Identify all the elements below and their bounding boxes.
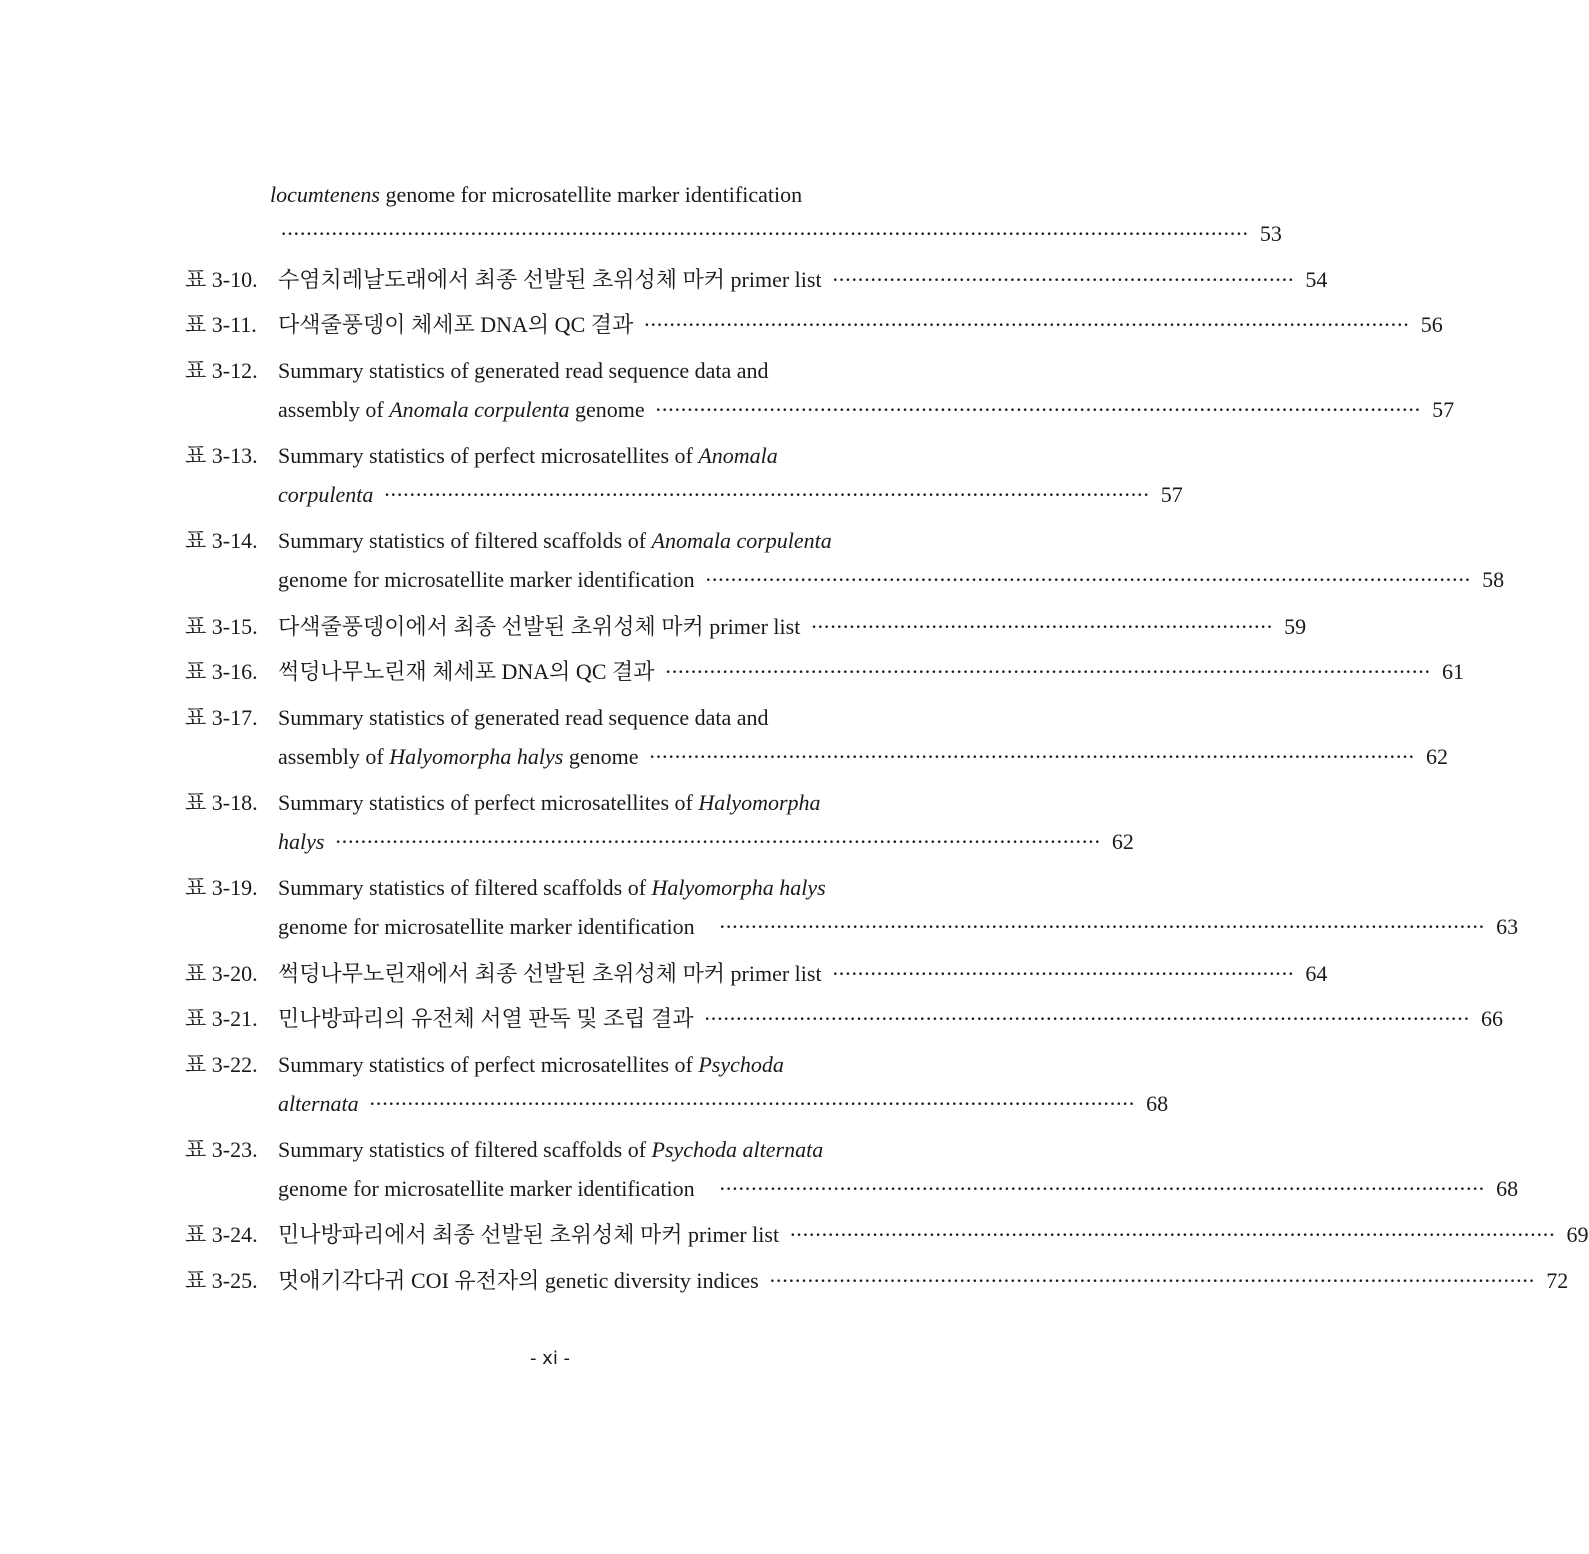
page-number: 62 (1425, 744, 1448, 769)
species-name: Halyomorpha (698, 790, 821, 815)
entry-label: 표 3-24. (185, 1222, 258, 1247)
dot-leader: ························································································································· (383, 482, 1149, 507)
entry-text: 썩덩나무노린재 체세포 DNA의 QC 결과 (278, 659, 655, 684)
toc-entry[interactable] (185, 1135, 918, 1165)
entry-text: Summary statistics of perfect microsatellites of Halyomorpha (278, 790, 821, 815)
toc-entry[interactable] (185, 1266, 1569, 1296)
dot-leader: ························································································································· (648, 744, 1414, 769)
entry-label: 표 3-13. (185, 443, 258, 468)
entry-text: 멋애기각다귀 COI 유전자의 genetic diversity indices (278, 1268, 759, 1293)
entry-text: Summary statistics of filtered scaffolds of Anomala corpulenta (278, 528, 832, 553)
entry-text: 썩덩나무노린재에서 최종 선발된 초위성체 마커 primer list (278, 961, 822, 986)
page-number: 69 (1566, 1222, 1589, 1247)
entry-label: 표 3-12. (185, 358, 258, 383)
entry-text: assembly of Halyomorpha halys genome (278, 744, 639, 769)
dot-leader: ························································································································································· (280, 221, 1248, 246)
page-number: 63 (1496, 914, 1519, 939)
toc-entry[interactable] (185, 873, 918, 903)
page-number: 59 (1284, 614, 1307, 639)
dot-leader: ························································································································· (718, 914, 1485, 939)
entry-text: genome for microsatellite marker identification (278, 914, 695, 939)
dot-leader: ························································································································· (368, 1091, 1135, 1116)
species-name: Psychoda (698, 1052, 784, 1077)
toc-entry-continuation (278, 827, 1134, 857)
entry-label: 표 3-14. (185, 528, 258, 553)
species-name: corpulenta (278, 482, 374, 507)
entry-label: 표 3-10. (185, 267, 258, 292)
entry-label: 표 3-18. (185, 790, 258, 815)
species-name: locumtenens (270, 182, 380, 207)
entry-label: 표 3-11. (185, 312, 257, 337)
page-number: 64 (1305, 961, 1328, 986)
page-number: 68 (1146, 1091, 1169, 1116)
page-number: 62 (1111, 829, 1134, 854)
entry-text: 다색줄풍뎅이 체세포 DNA의 QC 결과 (278, 312, 634, 337)
toc-entry[interactable] (185, 356, 918, 386)
entry-label: 표 3-20. (185, 961, 258, 986)
toc-entry[interactable] (185, 1050, 918, 1080)
entry-text: assembly of Anomala corpulenta genome (278, 397, 645, 422)
entry-text (278, 827, 324, 857)
entry-label: 표 3-25. (185, 1268, 258, 1293)
dot-leader: ························································································································· (789, 1222, 1555, 1247)
dot-leader: ························································································································· (664, 659, 1430, 684)
species-name: Halyomorpha halys (651, 875, 826, 900)
toc-entry-continuation (278, 742, 1448, 772)
species-name: Anomala corpulenta (389, 397, 570, 422)
toc-entry-continuation (278, 395, 1455, 425)
entry-text: 수염치레날도래에서 최종 선발된 초위성체 마커 primer list (278, 267, 822, 292)
species-name: halys (278, 829, 325, 854)
entry-label: 표 3-23. (185, 1137, 258, 1162)
toc-entry[interactable] (185, 1004, 1504, 1034)
toc-entry[interactable] (185, 310, 1443, 340)
page-number: 61 (1441, 659, 1464, 684)
page-number: 53 (1259, 221, 1282, 246)
toc-entry-leader (280, 219, 1282, 249)
dot-leader: ········································································· (831, 961, 1294, 986)
entry-text: Summary statistics of generated read sequence data and (278, 358, 769, 383)
entry-text: Summary statistics of filtered scaffolds of Psychoda alternata (278, 1137, 824, 1162)
entry-label: 표 3-15. (185, 614, 258, 639)
dot-leader: ························································································································· (704, 567, 1471, 592)
page-number: 57 (1432, 397, 1455, 422)
entry-text (278, 1089, 359, 1119)
species-name: Psychoda alternata (651, 1137, 824, 1162)
entry-text: Summary statistics of filtered scaffolds of Halyomorpha halys (278, 875, 826, 900)
dot-leader: ························································································································· (654, 397, 1421, 422)
entry-text (278, 480, 373, 510)
toc-entry[interactable] (185, 1220, 1589, 1250)
dot-leader: ························································································································· (718, 1176, 1485, 1201)
toc-entry[interactable] (185, 959, 1328, 989)
species-name: Halyomorpha halys (389, 744, 564, 769)
toc-entry[interactable] (185, 612, 1307, 642)
species-name: Anomala (698, 443, 778, 468)
page-number: 54 (1305, 267, 1328, 292)
entry-label: 표 3-21. (185, 1006, 258, 1031)
page-number: 72 (1546, 1268, 1569, 1293)
species-name: Anomala corpulenta (651, 528, 832, 553)
toc-entry-continuation (278, 565, 1505, 595)
entry-text: 민나방파리에서 최종 선발된 초위성체 마커 primer list (278, 1222, 780, 1247)
toc-entry[interactable] (185, 657, 1464, 687)
toc-entry-continuation (278, 912, 1519, 942)
page-number: 56 (1420, 312, 1443, 337)
dot-leader: ························································································································· (703, 1006, 1470, 1031)
entry-text: Summary statistics of generated read sequence data and (278, 705, 769, 730)
entry-label: 표 3-22. (185, 1052, 258, 1077)
page-number: 68 (1496, 1176, 1519, 1201)
species-name: alternata (278, 1091, 359, 1116)
toc-entry-continuation (278, 480, 1183, 510)
entry-text (270, 180, 802, 210)
entry-label: 표 3-19. (185, 875, 258, 900)
entry-text: 다색줄풍뎅이에서 최종 선발된 초위성체 마커 primer list (278, 614, 801, 639)
toc-entry[interactable] (185, 703, 918, 733)
toc-entry[interactable] (185, 526, 918, 556)
toc-entry-continuation (278, 1089, 1169, 1119)
entry-suffix: genome for microsatellite marker identification (379, 182, 803, 207)
entry-text: genome for microsatellite marker identification (278, 567, 695, 592)
entry-label: 표 3-17. (185, 705, 258, 730)
page-number: 57 (1160, 482, 1183, 507)
toc-entry-continuation (270, 180, 920, 210)
toc-entry[interactable] (185, 788, 918, 818)
dot-leader: ························································································································· (768, 1268, 1535, 1293)
toc-entry[interactable] (185, 441, 918, 471)
entry-text: Summary statistics of perfect microsatellites of Anomala (278, 443, 778, 468)
dot-leader: ························································································································· (643, 312, 1409, 337)
page-footer-number: - xi - (529, 1348, 571, 1369)
page-number: 66 (1481, 1006, 1504, 1031)
toc-entry[interactable] (185, 265, 1328, 295)
toc-entry-continuation (278, 1174, 1519, 1204)
dot-leader: ········································································· (831, 267, 1294, 292)
dot-leader: ········································································· (810, 614, 1273, 639)
page-number: 58 (1482, 567, 1505, 592)
entry-text: Summary statistics of perfect microsatellites of Psychoda (278, 1052, 784, 1077)
dot-leader: ························································································································· (334, 829, 1100, 854)
entry-label: 표 3-16. (185, 659, 258, 684)
entry-text: genome for microsatellite marker identification (278, 1176, 695, 1201)
entry-text: 민나방파리의 유전체 서열 판독 및 조립 결과 (278, 1006, 694, 1031)
